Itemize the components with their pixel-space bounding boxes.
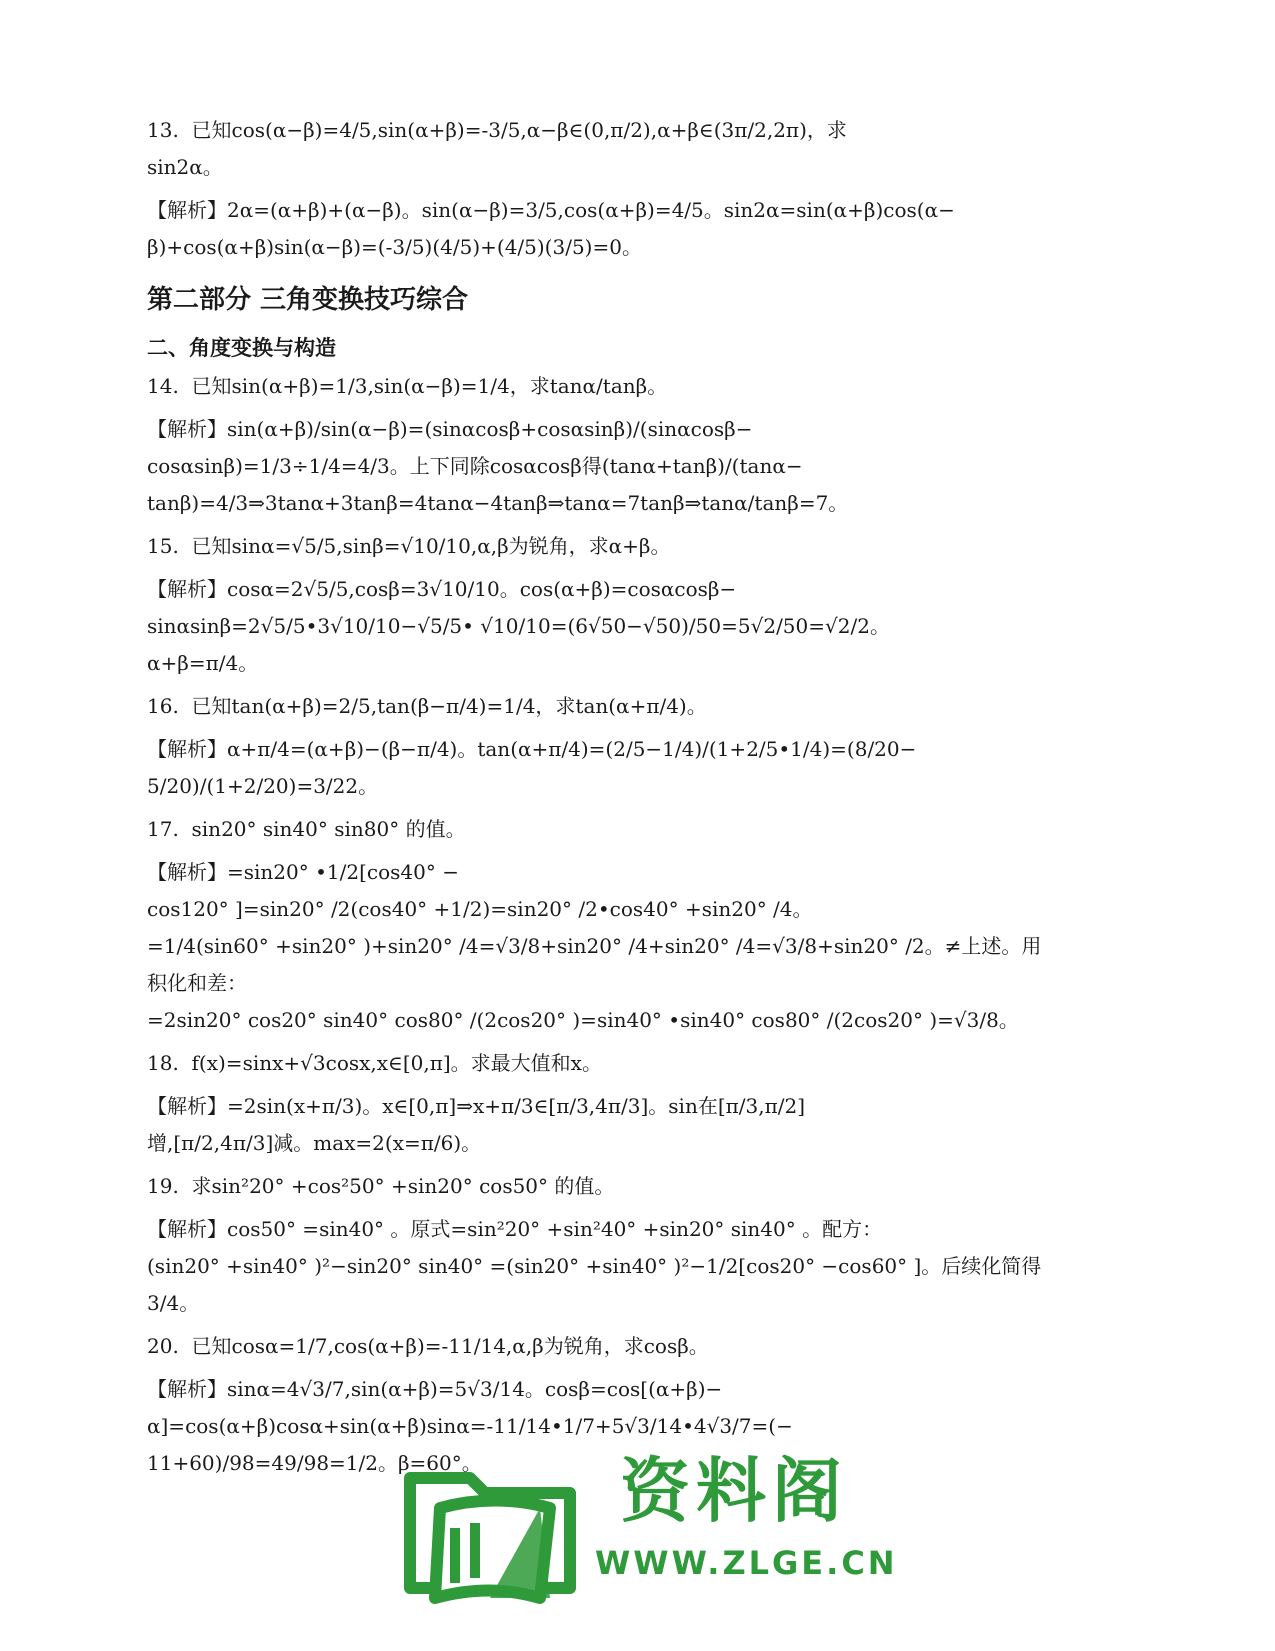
text-line: β)+cos(α+β)sin(α−β)=(-3/5)(4/5)+(4/5)(3/5)=0。 — [147, 235, 642, 259]
text-line: 3/4。 — [147, 1291, 200, 1315]
text-line: 【解析】cos50° =sin40° 。原式=sin²20° +sin²40° +sin20° sin40° 。配方： — [147, 1217, 883, 1241]
text-line: cosαsinβ)=1/3÷1/4=4/3。上下同除cosαcosβ得(tanα+tanβ)/(tanα− — [147, 454, 803, 478]
text-line: 14. 已知sin(α+β)=1/3,sin(α−β)=1/4，求tanα/tanβ。 — [147, 374, 668, 398]
text-line: cos120° ]=sin20° /2(cos40° +1/2)=sin20° /2•cos40° +sin20° /4。 — [147, 897, 813, 921]
problem-13-block — [147, 112, 1127, 266]
text-line: 11+60)/98=49/98=1/2。β=60°。 — [147, 1451, 482, 1475]
watermark-brand-name: 资料阁 — [620, 1450, 848, 1532]
text-line: 【解析】α+π/4=(α+β)−(β−π/4)。tan(α+π/4)=(2/5−1/4)/(1+2/5•1/4)=(8/20− — [147, 737, 917, 761]
text-line: 18. f(x)=sinx+√3cosx,x∈[0,π]。求最大值和x。 — [147, 1051, 602, 1075]
text-line: 13. 已知cos(α−β)=4/5,sin(α+β)=-3/5,α−β∈(0,π/2),α+β∈(3π/2,2π)，求 — [147, 118, 847, 142]
text-line: 19. 求sin²20° +cos²50° +sin20° cos50° 的值。 — [147, 1174, 615, 1198]
text-line: α]=cos(α+β)cosα+sin(α+β)sinα=-11/14•1/7+5√3/14•4√3/7=(− — [147, 1414, 793, 1438]
text-line: 【解析】=sin20° •1/2[cos40° − — [147, 860, 459, 884]
text-line: 【解析】=2sin(x+π/3)。x∈[0,π]⇒x+π/3∈[π/3,4π/3]。sin在[π/3,π/2] — [147, 1094, 806, 1118]
watermark-url: WWW.ZLGE.CN — [595, 1544, 898, 1582]
text-line: =2sin20° cos20° sin40° cos80° /(2cos20° )=sin40° •sin40° cos80° /(2cos20° )=√3/8。 — [147, 1008, 1019, 1032]
text-line: 20. 已知cosα=1/7,cos(α+β)=-11/14,α,β为锐角，求cosβ。 — [147, 1334, 709, 1358]
text-line: (sin20° +sin40° )²−sin20° sin40° =(sin20° +sin40° )²−1/2[cos20° −cos60° ]。后续化简得 — [147, 1254, 1042, 1278]
text-line: 增,[π/2,4π/3]减。max=2(x=π/6)。 — [147, 1131, 482, 1155]
text-line: 【解析】sinα=4√3/7,sin(α+β)=5√3/14。cosβ=cos[(α+β)− — [147, 1377, 723, 1401]
text-line: tanβ)=4/3⇒3tanα+3tanβ=4tanα−4tanβ⇒tanα=7tanβ⇒tanα/tanβ=7。 — [147, 491, 849, 515]
part-title: 第二部分 三角变换技巧综合 — [147, 285, 469, 315]
text-line: sin2α。 — [147, 155, 223, 179]
text-line: 15. 已知sinα=√5/5,sinβ=√10/10,α,β为锐角，求α+β。 — [147, 534, 671, 558]
text-line: 17. sin20° sin40° sin80° 的值。 — [147, 817, 466, 841]
text-line: sinαsinβ=2√5/5•3√10/10−√5/5• √10/10=(6√50−√50)/50=5√2/50=√2/2。 — [147, 614, 890, 638]
text-line: 5/20)/(1+2/20)=3/22。 — [147, 774, 379, 798]
document-body — [147, 112, 1127, 1482]
text-line: 积化和差： — [147, 971, 247, 995]
problems-list — [147, 368, 1127, 1482]
text-line: 【解析】2α=(α+β)+(α−β)。sin(α−β)=3/5,cos(α+β)=4/5。sin2α=sin(α+β)cos(α− — [147, 198, 955, 222]
watermark — [400, 1448, 898, 1618]
text-line: α+β=π/4。 — [147, 651, 259, 675]
text-line: 【解析】sin(α+β)/sin(α−β)=(sinαcosβ+cosαsinβ)/(sinαcosβ− — [147, 417, 753, 441]
text-line: 16. 已知tan(α+β)=2/5,tan(β−π/4)=1/4，求tan(α+π/4)。 — [147, 694, 707, 718]
section-title: 二、角度变换与构造 — [147, 336, 336, 360]
text-line: 【解析】cosα=2√5/5,cosβ=3√10/10。cos(α+β)=cosαcosβ− — [147, 577, 737, 601]
text-line: =1/4(sin60° +sin20° )+sin20° /4=√3/8+sin20° /4+sin20° /4=√3/8+sin20° /2。≠上述。用 — [147, 934, 1042, 958]
folder-book-icon — [400, 1448, 590, 1608]
